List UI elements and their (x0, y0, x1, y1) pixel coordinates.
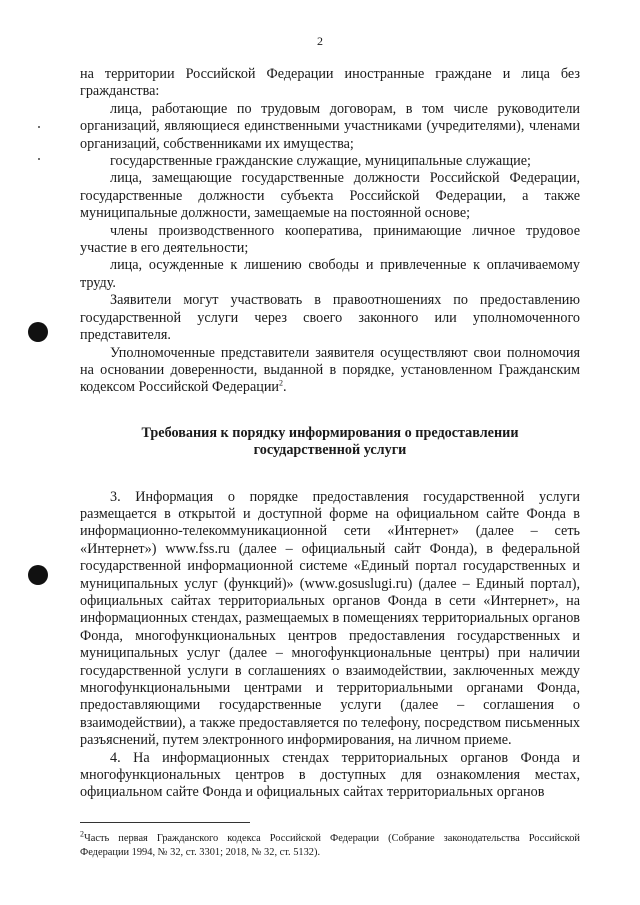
section-heading-line: государственной услуги (253, 442, 407, 459)
footnote-text: Часть первая Гражданского кодекса Российской Федерации (Собрание законодательства Российской Федерации 1994, № 32, ст. 3301; 2018, № 32, ст. 5132). (80, 833, 580, 858)
paragraph: государственные гражданские служащие, муниципальные служащие; (110, 153, 531, 170)
paragraph: 3. Информация о порядке предоставления государственной услуги размещается в открытой и доступной форме на официальном сайте Фонда в информационно-телекоммуникационной сети «Интернет» (далее – сеть «Интернет») www.fss.ru (далее – официальный сайт Фонда), в федеральной государственной информационной системе «Единый портал государственных и муниципальных услуг (функций)» (www.gosuslugi.ru) (далее – Единый портал), официальных сайтах территориальных органов Фонда в сети «Интернет», на информационных стендах, размещаемых в помещениях территориальных органов Фонда, многофункциональных центров предоставления государственных и муниципальных услуг (далее – многофункциональные центры) при наличии государственной услуги в соглашениях о взаимодействии, заключенных между многофункциональными центрами и территориальными органами Фонда, предоставляющими государственные услуги (далее – соглашения о взаимодействии), а также предоставляется по телефону, посредством письменных разъяснений, путем электронного информирования, на личном приеме. (80, 488, 580, 749)
scan-speck (38, 126, 40, 128)
page-number: 2 (317, 34, 323, 48)
paragraph: лица, замещающие государственные должности Российской Федерации, государственные должности субъекта Российской Федерации, а также муниципальные должности, замещаемые на постоянной основе; (80, 170, 580, 222)
paragraph: на территории Российской Федерации иностранные граждане и лица без гражданства: (80, 66, 580, 100)
document-body (80, 66, 580, 802)
footnote-marker: 2 (80, 829, 84, 839)
footnote-reference: 2 (279, 378, 284, 388)
punch-hole (28, 322, 48, 342)
paragraph-text: Уполномоченные представители заявителя осуществляют свои полномочия на основании доверенности, выданной в порядке, установленном Гражданским кодексом Российской Федерации (80, 344, 580, 396)
paragraph: члены производственного кооператива, принимающие личное трудовое участие в его деятельности; (80, 222, 580, 257)
scan-speck (38, 158, 40, 160)
paragraph: лица, осужденные к лишению свободы и привлеченные к оплачиваемому труду. (80, 257, 580, 291)
section-heading (80, 425, 580, 460)
section-heading-line: Требования к порядку информирования о предоставлении (141, 424, 519, 441)
paragraph: Уполномоченные представители заявителя осуществляют свои полномочия на основании доверенности, выданной в порядке, установленном Гражданским кодексом Российской Федерации$^2$. (80, 344, 580, 396)
paragraph: Заявители могут участвовать в правоотношениях по предоставлению государственной услуги через своего законного или уполномоченного представителя. (80, 292, 580, 344)
paragraph: 4. На информационных стендах территориальных органов Фонда и многофункциональных центров в доступных для ознакомления местах, официальном сайте Фонда и официальных сайтах территориальных органов (80, 749, 580, 801)
paragraph: лица, работающие по трудовым договорам, в том числе руководители организаций, являющиеся единственными участниками (учредителями), членами организаций, собственниками их имущества; (80, 100, 580, 152)
footnote (80, 829, 580, 859)
punch-hole (28, 565, 48, 585)
footnote-divider (80, 822, 250, 823)
